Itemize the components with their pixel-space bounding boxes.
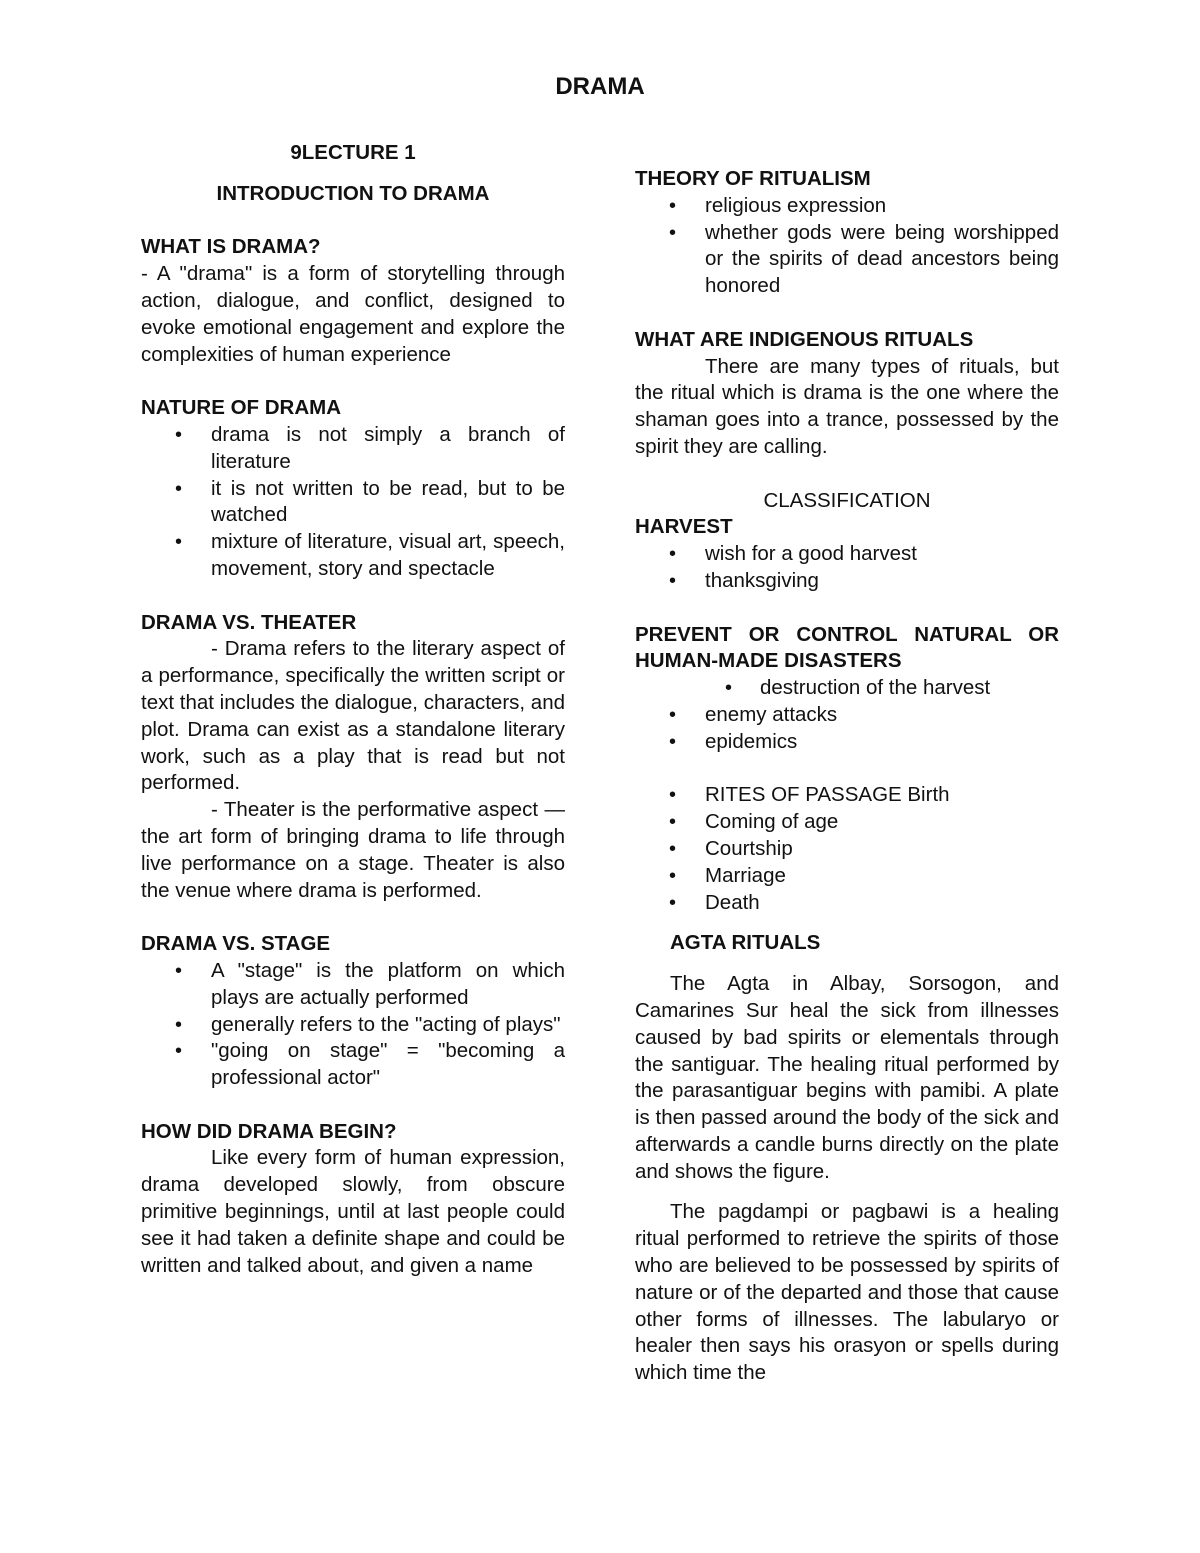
list-item: • it is not written to be read, but to be watched [141,476,565,530]
drama-vs-theater-p2: - Theater is the performative aspect —the art form of bringing drama to life through live performance on a stage. Theater is also the venue where drama is performed. [141,798,565,902]
harvest-list [635,541,1059,595]
what-is-drama-heading: WHAT IS DRAMA? [141,235,321,259]
agta-rituals-p2: The pagdampi or pagbawi is a healing ritual performed to retrieve the spirits of those who are believed to be possessed by spirits of nature or of the departed and those that cause other forms of illnesses. The labularyo or healer then says his orasyon or spells during which time the [635,1200,1059,1385]
theory-of-ritualism-heading: THEORY OF RITUALISM [635,167,871,190]
document-title: DRAMA [555,73,645,100]
what-is-drama-text: - A "drama" is a form of storytelling through action, dialogue, and conflict, designed to evoke emotional engagement and explore the complexities of human experience [141,262,565,366]
list-item: • wish for a good harvest [635,541,1059,568]
nature-list [141,422,565,583]
list-item: • thanksgiving [635,568,1059,595]
stage-list [141,958,565,1092]
right-column [635,166,1059,1387]
list-item: • A "stage" is the platform on which plays are actually performed [141,958,565,1012]
prevent-list [635,675,1059,755]
list-item: • enemy attacks [635,702,1059,729]
list-item: • drama is not simply a branch of literature [141,422,565,476]
left-column [141,140,565,1279]
drama-vs-theater-heading: DRAMA VS. THEATER [141,610,357,634]
list-item: • Courtship [635,836,1059,863]
list-item: • destruction of the harvest [635,675,1059,702]
how-drama-began-heading: HOW DID DRAMA BEGIN? [141,1119,397,1143]
lecture-number: 9LECTURE 1 [290,141,416,164]
list-item: • whether gods were being worshipped or the spirits of dead ancestors being honored [635,220,1059,300]
harvest-heading: HARVEST [635,515,733,539]
rites-of-passage-list [635,782,1059,916]
agta-rituals-p1: The Agta in Albay, Sorsogon, and Camarines Sur heal the sick from illnesses caused by bad spirits or elementals through the santiguar. The healing ritual performed by the parasantiguar begins with pamibi. A plate is then passed around the body of the sick and afterwards a candle burns directly on the plate and shows the figure. [635,972,1059,1183]
list-item: • RITES OF PASSAGE Birth [635,782,1059,809]
intro-heading: INTRODUCTION TO DRAMA [216,181,490,205]
ritualism-list [635,193,1059,300]
list-item: • religious expression [635,193,1059,220]
list-item: • "going on stage" = "becoming a professional actor" [141,1038,565,1092]
list-item: • Coming of age [635,809,1059,836]
nature-of-drama-heading: NATURE OF DRAMA [141,396,342,420]
list-item: • mixture of literature, visual art, speech, movement, story and spectacle [141,529,565,583]
drama-vs-stage-heading: DRAMA VS. STAGE [141,932,331,956]
list-item: • epidemics [635,729,1059,756]
prevent-disasters-heading: PREVENT OR CONTROL NATURAL OR HUMAN-MADE DISASTERS [635,622,1059,673]
list-item: • generally refers to the "acting of plays" [141,1012,565,1039]
indigenous-rituals-text: There are many types of rituals, but the ritual which is drama is the one where the shaman goes into a trance, possessed by the spirit they are calling. [635,354,1059,458]
indigenous-rituals-heading: WHAT ARE INDIGENOUS RITUALS [635,327,974,351]
list-item: • Marriage [635,863,1059,890]
list-item: • Death [635,890,1059,917]
drama-vs-theater-p1: - Drama refers to the literary aspect of a performance, specifically the written script or text that includes the dialogue, characters, and plot. Drama can exist as a standalone literary work, such as a play that is read but not performed. [141,637,565,795]
classification-label: CLASSIFICATION [763,488,931,512]
how-drama-began-text: Like every form of human expression, drama developed slowly, from obscure primitive beginnings, until at last people could see it had taken a definite shape and could be written and talked about, and given a name [141,1146,565,1277]
agta-rituals-heading: AGTA RITUALS [670,931,821,955]
